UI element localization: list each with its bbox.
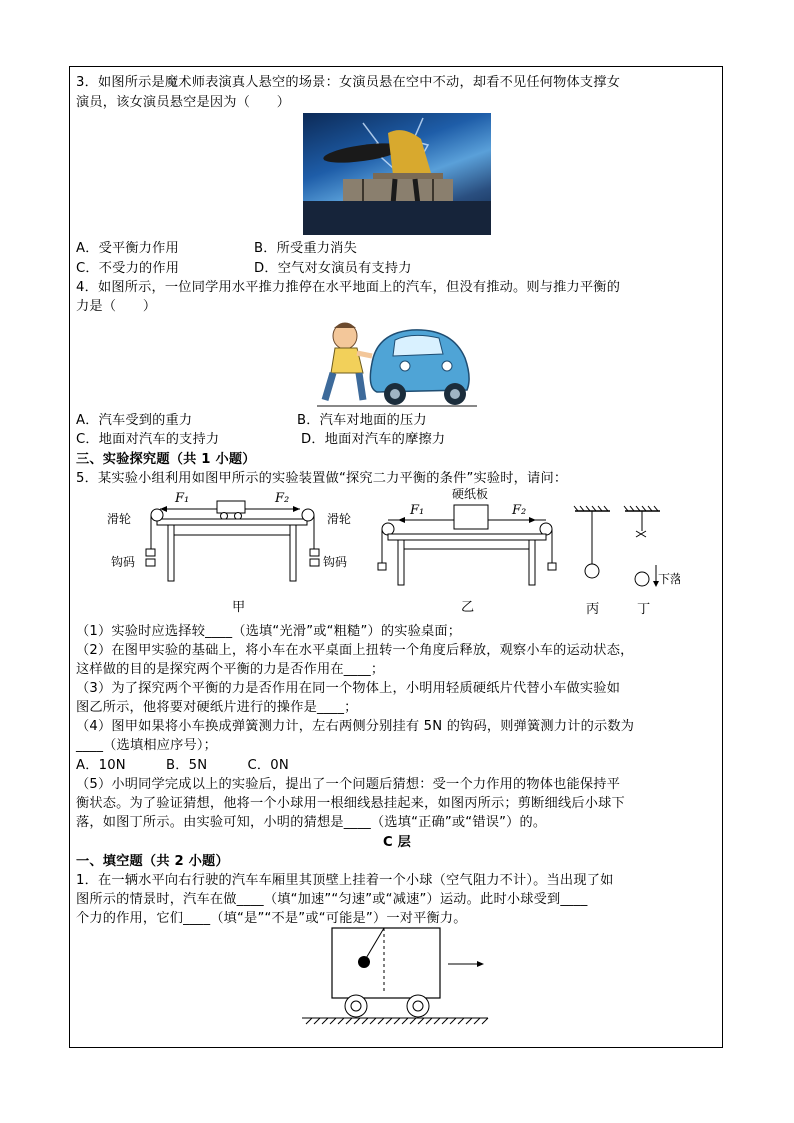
figure-bing-ding-hanging-ball [570,503,680,593]
q4-option-a: A．汽车受到的重力 [76,413,193,428]
q5-part1: （1）实验时应选择较____（选填“光滑”或“粗糙”）的实验桌面； [76,624,462,639]
figure-jia-cart-apparatus [105,487,365,587]
q3-option-c: C．不受力的作用 [76,261,180,276]
c1-stem-line1: 1．在一辆水平向右行驶的汽车车厢里其顶壁上挂着一个小球（空气阻力不计）。当出现了如 [76,873,614,888]
yi-f2-label: F₂ [512,503,527,518]
jia-pulley-left-label: 滑轮 [107,512,132,526]
ding-fall-label: 下落 [658,572,680,586]
jia-weight-left-label: 钩码 [111,555,136,569]
jia-f2-label: F₂ [275,491,290,506]
section-heading-fill-blank: 一、填空题（共 2 小题） [76,854,229,869]
q4-option-d: D．地面对汽车的摩擦力 [301,432,446,447]
q5-part2-line1: （2）在图甲实验的基础上，将小车在水平桌面上扭转一个角度后释放，观察小车的运动状态， [76,643,634,658]
push-car-illustration [317,318,477,408]
q5-part2-line2: 这样做的目的是探究两个平衡的力是否作用在____； [76,662,385,677]
q5-part5-line1: （5）小明同学完成以上的实验后，提出了一个问题后猜想：受一个力作用的物体也能保持平 [76,777,621,792]
q3-stem-line2: 演员，该女演员悬空是因为（ ） [76,95,291,110]
q5-part4-line1: （4）图甲如果将小车换成弹簧测力计，左右两侧分别挂有 5N 的钩码，则弹簧测力计的示数为 [76,719,635,734]
q5-part3-line2: 图乙所示，他将要对硬纸片进行的操作是____； [76,700,358,715]
q3-option-b: B．所受重力消失 [254,241,357,256]
q4-option-b: B．汽车对地面的压力 [297,413,427,428]
carriage-pendulum-diagram [298,924,498,1028]
figure-label-ding: 丁 [637,602,651,617]
yi-f1-label: F₁ [410,503,425,518]
q5-part3-line1: （3）为了探究两个平衡的力是否作用在同一个物体上，小明用轻质硬纸片代替小车做实验如 [76,681,621,696]
q5-part4-line2: ____（选填相应序号）； [76,738,218,753]
figure-label-yi: 乙 [461,600,475,615]
q5-intro: 5．某实验小组利用如图甲所示的实验装置做“探究二力平衡的条件”实验时，请问： [76,471,568,486]
magician-levitation-photo [303,113,491,235]
q4-option-c: C．地面对汽车的支持力 [76,432,220,447]
yi-card-label: 硬纸板 [452,487,489,501]
c1-stem-line3: 个力的作用，它们____（填“是”“不是”或“可能是”）一对平衡力。 [76,911,467,926]
q4-stem-line1: 4．如图所示，一位同学用水平推力推停在水平地面上的汽车，但没有推动。则与推力平衡的 [76,280,621,295]
q3-option-d: D．空气对女演员有支持力 [254,261,412,276]
q4-stem-line2: 力是（ ） [76,299,157,314]
c1-stem-line2: 图所示的情景时，汽车在做____（填“加速”“匀速”或“减速”）运动。此时小球受到____ [76,892,588,907]
level-c-heading: C 层 [382,835,412,850]
figure-yi-card-apparatus [376,487,561,587]
jia-pulley-right-label: 滑轮 [327,512,352,526]
q3-option-a: A．受平衡力作用 [76,241,179,256]
figure-label-jia: 甲 [232,600,246,615]
q5-part4-options: A．10N B．5N C．0N [76,758,289,773]
q3-stem-line1: 3．如图所示是魔术师表演真人悬空的场景：女演员悬在空中不动，却看不见任何物体支撑女 [76,75,621,90]
figure-label-bing: 丙 [586,602,600,617]
jia-weight-right-label: 钩码 [323,555,348,569]
q5-part5-line2: 衡状态。为了验证猜想，他将一个小球用一根细线悬挂起来，如图丙所示；剪断细线后小球下 [76,796,625,811]
jia-f1-label: F₁ [175,491,190,506]
section-heading-experiment: 三、实验探究题（共 1 小题） [76,452,256,467]
q5-part5-line3: 落，如图丁所示。由实验可知，小明的猜想是____（选填“正确”或“错误”）的。 [76,815,547,830]
